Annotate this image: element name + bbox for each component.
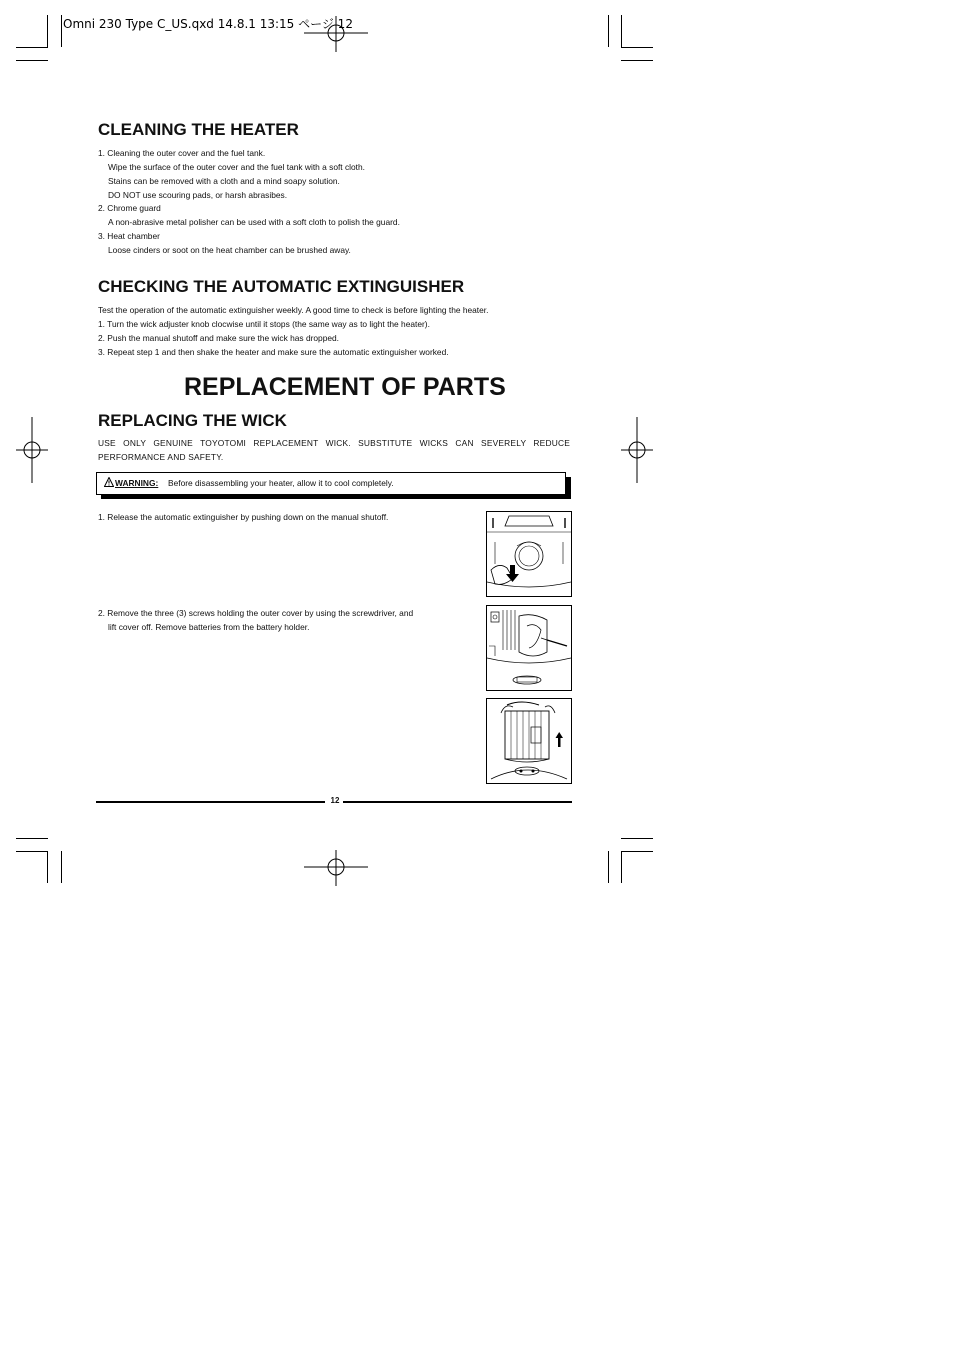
registration-mark-right — [621, 417, 653, 483]
wick-step-2-cont: lift cover off. Remove batteries from the battery holder. — [108, 622, 310, 632]
wick-notice: USE ONLY GENUINE TOYOTOMI REPLACEMENT WICK. SUBSTITUTE WICKS CAN SEVERELY REDUCE PERFORMANCE AND SAFETY. — [98, 438, 570, 462]
checking-line: 1. Turn the wick adjuster knob clocwise until it stops (the same way as to light the heater). — [98, 319, 430, 329]
footer-rule-right — [343, 801, 572, 803]
cleaning-line: 3. Heat chamber — [98, 231, 160, 241]
page-number: 12 — [330, 796, 340, 805]
registration-mark-bottom — [304, 850, 368, 886]
cleaning-line: Stains can be removed with a cloth and a mind soapy solution. — [108, 176, 340, 186]
screwdriver-cover-illustration — [486, 605, 572, 691]
cleaning-line: Loose cinders or soot on the heat chamber can be brushed away. — [108, 245, 351, 255]
wick-step-1: 1. Release the automatic extinguisher by pushing down on the manual shutoff. — [98, 512, 389, 522]
footer-rule-left — [96, 801, 325, 803]
cleaning-line: A non-abrasive metal polisher can be used with a soft cloth to polish the guard. — [108, 217, 400, 227]
checking-heading: CHECKING THE AUTOMATIC EXTINGUISHER — [98, 277, 465, 296]
file-slug: Omni 230 Type C_US.qxd 14.8.1 13:15 ページ 12 — [63, 17, 353, 31]
cleaning-heading: CLEANING THE HEATER — [98, 120, 299, 139]
warning-box — [96, 472, 566, 495]
wick-heading: REPLACING THE WICK — [98, 411, 287, 430]
cleaning-line: Wipe the surface of the outer cover and the fuel tank with a soft cloth. — [108, 162, 365, 172]
warning-text: Before disassembling your heater, allow it to cool completely. — [168, 478, 394, 488]
replacement-title: REPLACEMENT OF PARTS — [184, 373, 506, 401]
wick-step-2: 2. Remove the three (3) screws holding the outer cover by using the screwdriver, and — [98, 608, 414, 618]
cleaning-line: DO NOT use scouring pads, or harsh abrasibes. — [108, 190, 288, 200]
warning-triangle-icon — [104, 477, 114, 487]
warning-label: WARNING: — [115, 478, 159, 488]
checking-line: 3. Repeat step 1 and then shake the heater and make sure the automatic extinguisher worked. — [98, 347, 449, 357]
lift-cover-illustration — [486, 698, 572, 784]
manual-shutoff-illustration — [486, 511, 572, 597]
checking-line: 2. Push the manual shutoff and make sure the wick has dropped. — [98, 333, 340, 343]
checking-line: Test the operation of the automatic extinguisher weekly. A good time to check is before lighting the heater. — [98, 305, 489, 315]
cleaning-line: 1. Cleaning the outer cover and the fuel tank. — [98, 148, 266, 158]
cleaning-line: 2. Chrome guard — [98, 203, 161, 213]
registration-mark-left — [16, 417, 48, 483]
